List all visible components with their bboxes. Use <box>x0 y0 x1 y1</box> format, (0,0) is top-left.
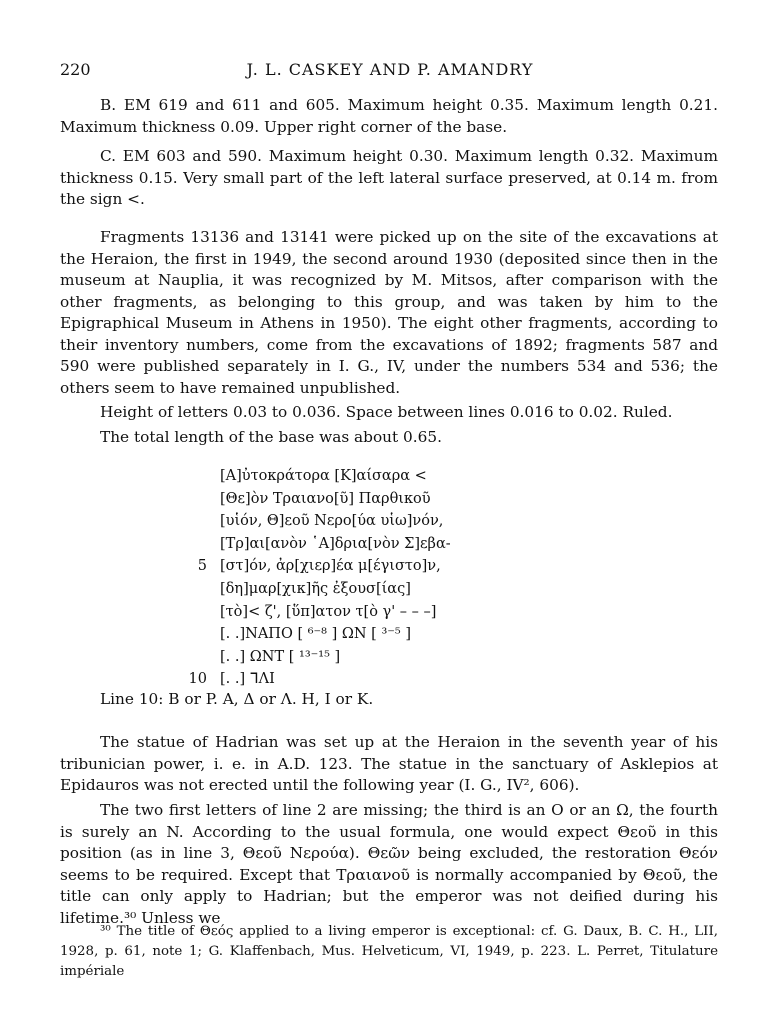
inscription-line <box>220 601 540 624</box>
running-title: J. L. CASKEY AND P. AMANDRY <box>246 60 534 79</box>
line-10-note: Line 10: B or P. A, Δ or Λ. H, I or K. <box>100 690 374 708</box>
page-number: 220 <box>60 60 91 79</box>
footnote-30: ³⁰ The title of Θεός applied to a living emperor is exceptional: cf. G. Daux, B. C. H., LII, 1928, p. 61, note 1; G. Klaffenbach, Mus. Helveticum, VI, 1949, p. 223. L. Perret, Titulature impériale <box>60 924 718 979</box>
inscription-line <box>220 465 540 488</box>
inscription-text <box>188 465 540 691</box>
inscription-line <box>188 668 540 691</box>
page-header <box>60 60 720 82</box>
paragraph-letter-height: Height of letters 0.03 to 0.036. Space between lines 0.016 to 0.02. Ruled. <box>100 403 673 421</box>
paragraph-total-length: The total length of the base was about 0.65. <box>100 428 442 446</box>
inscription-line <box>220 510 540 533</box>
line-text: [δη]μαρ[χικ]ῆς ἐξουσ[ίας] <box>220 580 411 597</box>
inscription-line <box>197 555 540 578</box>
line-text: [Α]ὐτοκράτορα [Κ]αίσαρα < <box>220 468 427 484</box>
line-text: [στ]όν, ἀρ[χιερ]έα μ[έγιστο]ν, <box>220 558 441 575</box>
inscription-line <box>220 623 540 646</box>
line-number: 10 <box>188 671 207 688</box>
line-text: [Τρ]αι[ανὸν ῾Α]δρια[νὸν Σ]εβα- <box>220 535 451 552</box>
inscription-line <box>220 646 540 669</box>
line-text: [υἱόν, Θ]εοῦ Νερο[ύα υἱω]νόν, <box>220 513 444 530</box>
paragraph-fragments: Fragments 13136 and 13141 were picked up on the site of the excavations at the Heraion, the first in 1949, the second around 1930 (deposited since then in the museum at Nauplia, it was recognized by M. Mitsos, after comparison with the other fragments, as belonging to this group, and was taken by him to the Epigraphical Museum in Athens in 1950). The eight other fragments, according to their inventory numbers, come from the excavations of 1892; fragments 587 and 590 were published separately in I. G., IV, under the numbers 534 and 536; the others seem to have remained unpublished. <box>60 228 718 397</box>
inscription-line <box>220 578 540 601</box>
inscription-line <box>220 533 540 556</box>
paragraph-letters: The two first letters of line 2 are missing; the third is an O or an Ω, the fourth is surely an N. According to the usual formula, one would expect Θεοῦ in this position (as in line 3, Θεοῦ Νερούα). Θεῶν being excluded, the restoration Θεόν seems to be required. Except that Τραιανοῦ is normally accompanied by Θεοῦ, the title can only apply to Hadrian; but the emperor was not deified during his lifetime.³⁰ Unless we <box>60 801 718 927</box>
line-number: 5 <box>197 558 207 575</box>
paragraph-b: B. EM 619 and 611 and 605. Maximum height 0.35. Maximum length 0.21. Maximum thickness 0.09. Upper right corner of the base. <box>60 96 718 136</box>
line-text: [τὸ]< ζ', [ὕπ]ατον τ[ὸ γ' – – –] <box>220 603 437 620</box>
line-text: [. .] ΩΝΤ [ ¹³⁻¹⁵ ] <box>220 648 341 665</box>
line-text: [Θε]ὸν Τραιανο[ῦ] Παρθικοῦ <box>220 490 431 507</box>
paragraph-statue: The statue of Hadrian was set up at the Heraion in the seventh year of his tribunician power, i. e. in A.D. 123. The statue in the sanctuary of Asklepios at Epidauros was not erected until the following year (I. G., IV², 606). <box>60 733 718 794</box>
line-text: [. .] ᒣΛΙ <box>220 671 275 688</box>
line-text: [. .]ΝΑΠΟ [ ⁶⁻⁸ ] ΩΝ [ ³⁻⁵ ] <box>220 626 411 643</box>
paragraph-c: C. EM 603 and 590. Maximum height 0.30. Maximum length 0.32. Maximum thickness 0.15. Very small part of the left lateral surface preserved, at 0.14 m. from the sign <. <box>60 147 718 208</box>
inscription-line <box>220 488 540 511</box>
